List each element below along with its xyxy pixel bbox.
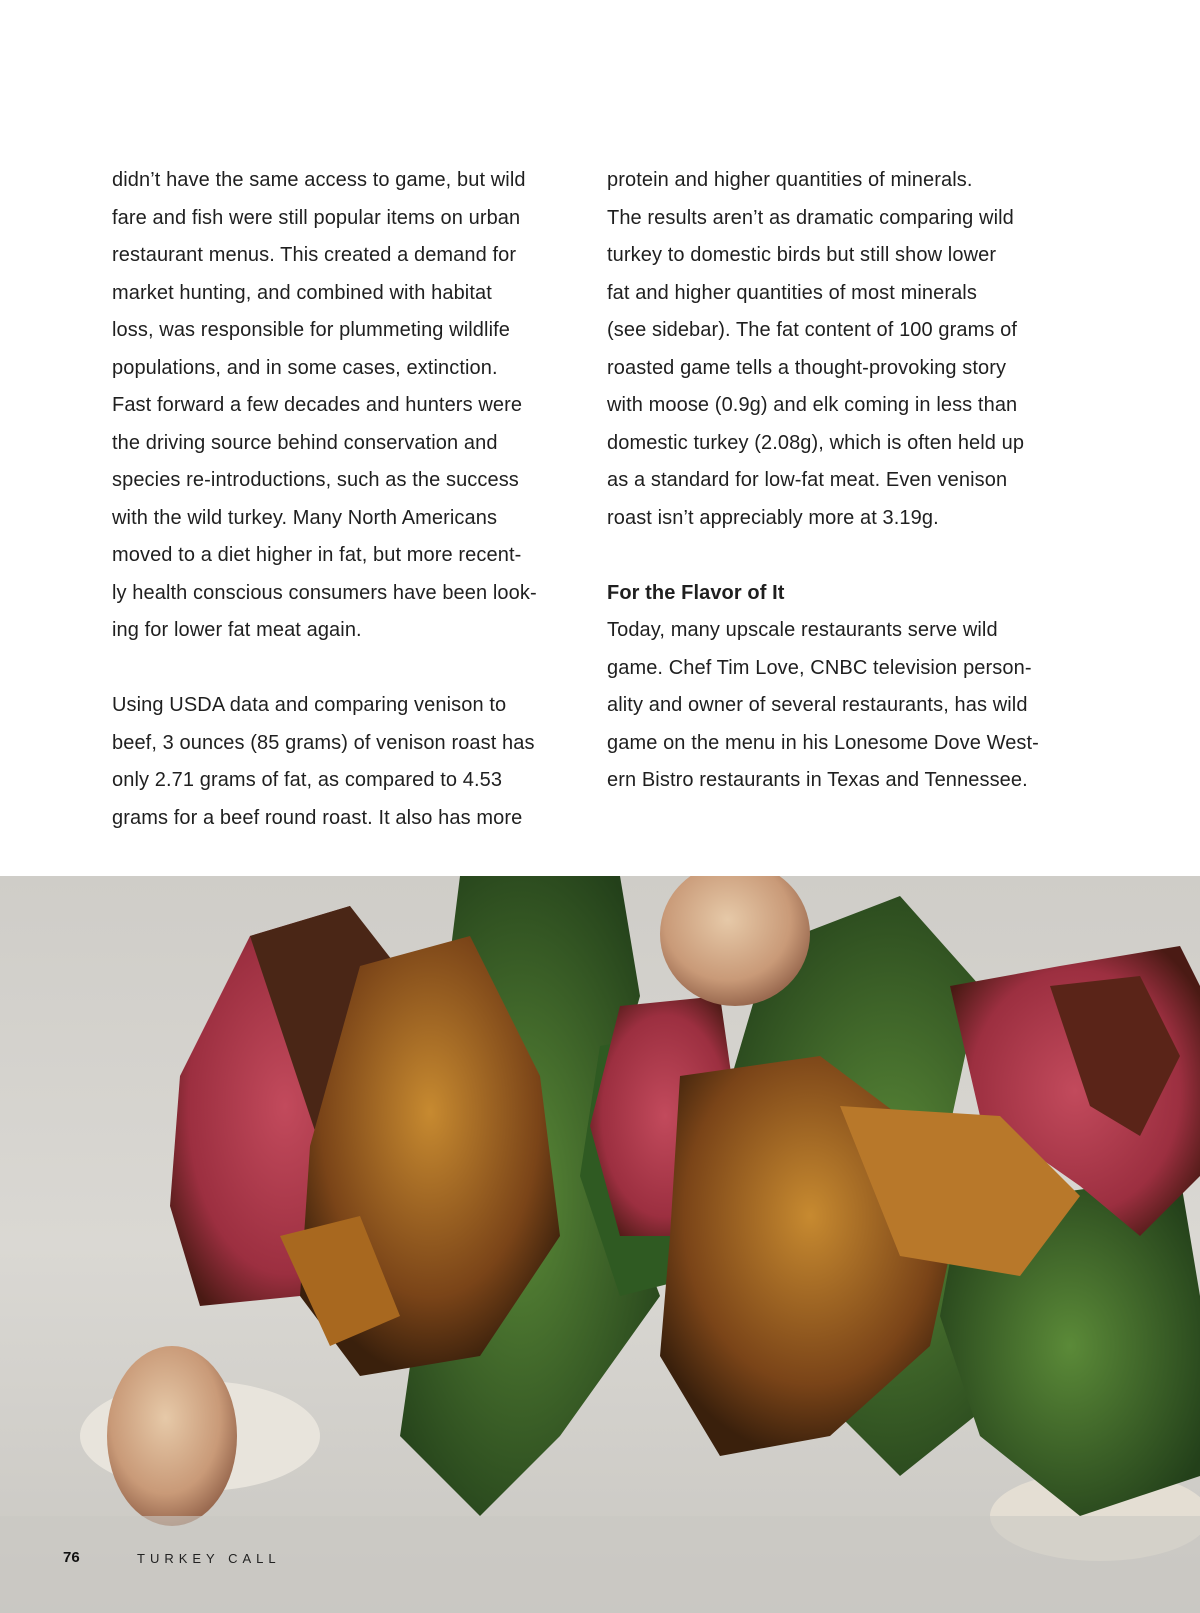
food-photo (0, 876, 1200, 1613)
right-column (607, 162, 1067, 800)
text-line: ly health conscious consumers have been look- (112, 581, 537, 604)
text-line: The results aren’t as dramatic comparing wild (607, 206, 1014, 229)
publication-name: TURKEY CALL (137, 1551, 281, 1566)
text-line: game on the menu in his Lonesome Dove West- (607, 731, 1039, 754)
text-line: roast isn’t appreciably more at 3.19g. (607, 506, 939, 529)
text-line: (see sidebar). The fat content of 100 grams of (607, 319, 1018, 341)
text-line: species re-introductions, such as the success (112, 469, 519, 491)
food-photo-illustration (0, 876, 1200, 1613)
text-line: market hunting, and combined with habitat (112, 281, 492, 304)
text-line: ing for lower fat meat again. (112, 619, 362, 641)
text-line: loss, was responsible for plummeting wildlife (112, 319, 510, 341)
text-line: moved to a diet higher in fat, but more recent- (112, 544, 522, 566)
page-number: 76 (63, 1549, 80, 1566)
text-line: Fast forward a few decades and hunters were (112, 394, 523, 416)
left-column (112, 162, 572, 837)
text-line: ality and owner of several restaurants, has wild (607, 694, 1028, 716)
text-line: as a standard for low-fat meat. Even venison (607, 469, 1008, 491)
text-line: turkey to domestic birds but still show lower (607, 244, 997, 266)
text-line: the driving source behind conservation and (112, 431, 498, 454)
paragraph-gap (607, 537, 1067, 575)
text-line: populations, and in some cases, extinction. (112, 356, 498, 379)
text-line: beef, 3 ounces (85 grams) of venison roast has (112, 731, 535, 754)
text-line: fare and fish were still popular items on urban (112, 206, 521, 229)
text-line: game. Chef Tim Love, CNBC television person- (607, 656, 1032, 679)
text-line: fat and higher quantities of most minerals (607, 281, 977, 304)
text-line: only 2.71 grams of fat, as compared to 4.53 (112, 769, 503, 791)
text-line: with the wild turkey. Many North Americans (112, 506, 498, 529)
text-line: with moose (0.9g) and elk coming in less than (607, 394, 1018, 416)
text-line: Using USDA data and comparing venison to (112, 694, 507, 716)
paragraph-gap (112, 650, 572, 688)
text-line: ern Bistro restaurants in Texas and Tennessee. (607, 769, 1028, 791)
text-line: restaurant menus. This created a demand for (112, 244, 517, 266)
text-line: grams for a beef round roast. It also has more (112, 806, 523, 829)
text-line: protein and higher quantities of minerals. (607, 169, 973, 191)
section-subhead: For the Flavor of It (607, 581, 785, 604)
text-line: Today, many upscale restaurants serve wild (607, 619, 998, 641)
text-line: didn’t have the same access to game, but wild (112, 169, 526, 191)
text-line: domestic turkey (2.08g), which is often held up (607, 431, 1025, 454)
text-line: roasted game tells a thought-provoking story (607, 356, 1007, 379)
croquette (107, 1346, 237, 1526)
